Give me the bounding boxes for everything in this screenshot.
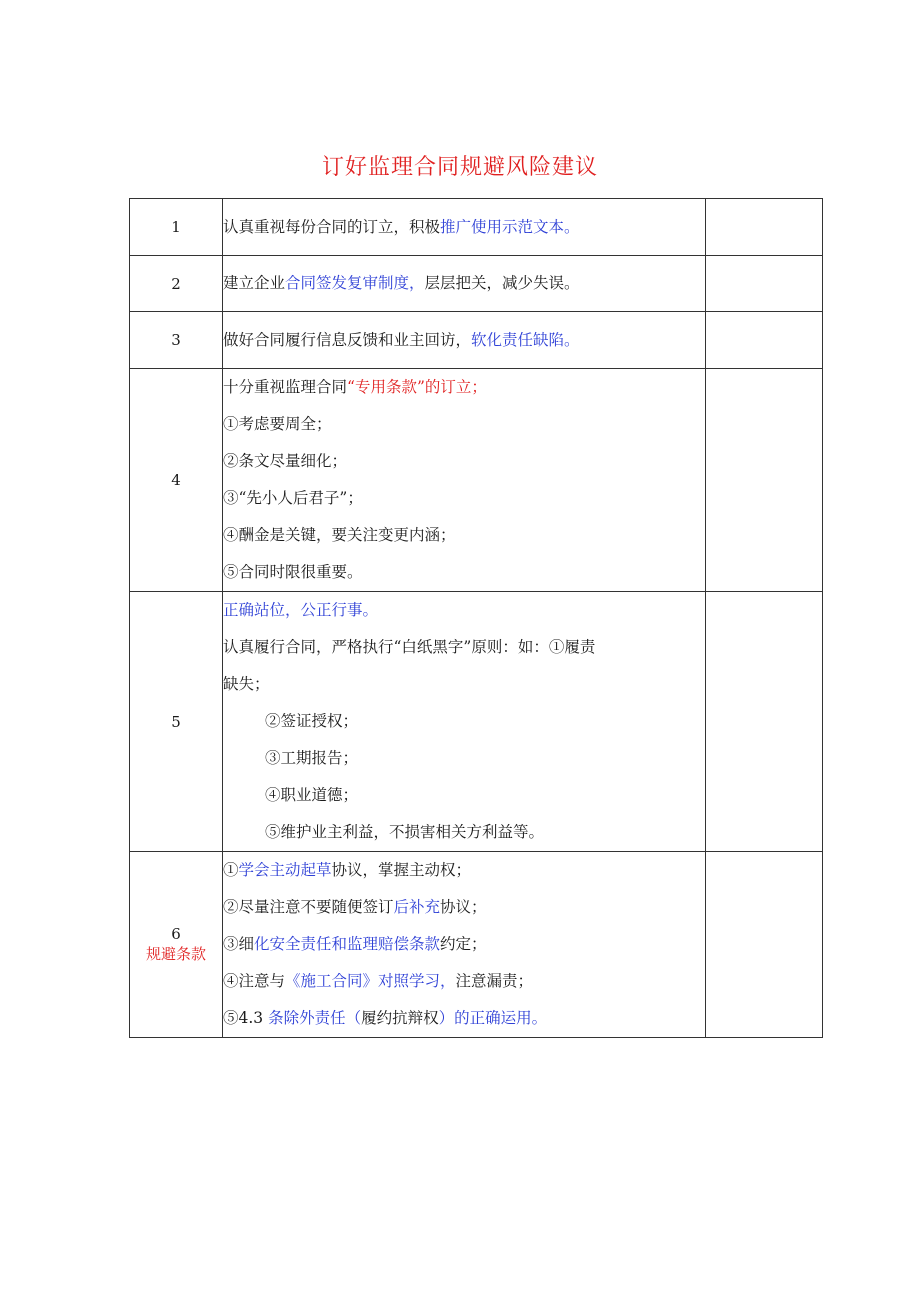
content-line [223, 480, 705, 517]
row-number-cell [130, 592, 223, 852]
content-line [223, 313, 705, 368]
content-line [223, 443, 705, 480]
content-cell [223, 199, 706, 256]
content-line [223, 814, 705, 851]
text-run: ⑤合同时限很重要。 [223, 563, 363, 581]
content-line [223, 517, 705, 554]
content-line [223, 1000, 705, 1037]
text-run: 软化责任缺陷。 [471, 330, 580, 349]
content-line [223, 369, 705, 406]
content-line [223, 963, 705, 1000]
content-line [223, 777, 705, 814]
text-run: 学会主动起草 [238, 861, 332, 879]
text-run: 履约抗辩权 [361, 1009, 439, 1027]
row-number: 4 [171, 471, 181, 489]
row-number: 2 [171, 274, 181, 293]
content-cell [223, 312, 706, 369]
content-cell [223, 369, 706, 592]
content-line [223, 406, 705, 443]
content-line [223, 889, 705, 926]
text-run: ⑤4.3 [223, 1009, 269, 1027]
text-run: 做好合同履行信息反馈和业主回访， [223, 330, 472, 349]
remarks-cell [706, 312, 823, 369]
remarks-cell [706, 256, 823, 312]
content-line [223, 592, 705, 629]
table-row [130, 312, 823, 369]
content-line [223, 200, 705, 255]
row-number-cell [130, 256, 223, 312]
content-cell [223, 592, 706, 852]
text-run: 正确站位，公正行事。 [223, 601, 379, 619]
row-number-cell [130, 369, 223, 592]
text-run: ③细 [223, 935, 255, 953]
content-line [223, 629, 705, 666]
text-run: 化安全责任和监理赔偿条款 [254, 935, 441, 953]
remarks-cell [706, 199, 823, 256]
text-run: 协议； [440, 898, 487, 916]
table-row [130, 256, 823, 312]
recommendation-table [129, 198, 823, 1038]
content-line [223, 554, 705, 591]
remarks-cell [706, 592, 823, 852]
text-run: 层层把关，减少失误。 [424, 274, 580, 292]
table-row [130, 852, 823, 1038]
text-run: ③工期报告； [265, 749, 359, 767]
remarks-cell [706, 369, 823, 592]
table-row [130, 199, 823, 256]
text-run: ④酬金是关键，要关注变更内涵； [223, 526, 456, 544]
content-line [223, 852, 705, 889]
text-run: ）的正确运用。 [438, 1009, 548, 1027]
text-run: 协议，掌握主动权； [331, 861, 472, 879]
remarks-cell [706, 852, 823, 1038]
content-line [223, 666, 705, 703]
text-run: ②尽量注意不要随便签订 [223, 898, 394, 916]
text-run: 注意漏责； [455, 972, 534, 990]
content-line [223, 256, 705, 311]
text-run: ④职业道德； [265, 786, 359, 804]
table-row [130, 369, 823, 592]
text-run: “专用条款”的订立； [347, 378, 487, 396]
text-run: 推广使用示范文本。 [440, 217, 580, 236]
text-run: 十分重视监理合同 [223, 378, 348, 396]
content-line [223, 703, 705, 740]
text-run: ②条文尽量细化； [223, 452, 348, 470]
table-row [130, 592, 823, 852]
row-number: 5 [171, 712, 181, 731]
text-run: 合同签发复审制度， [285, 274, 425, 292]
text-run: 约定； [440, 935, 487, 953]
text-run: ① [223, 861, 239, 879]
content-line [223, 740, 705, 777]
row-number-cell [130, 852, 223, 1038]
page-title: 订好监理合同规避风险建议 [321, 155, 598, 180]
text-run: 缺失； [223, 675, 270, 693]
row-number-cell [130, 312, 223, 369]
row-number-cell [130, 199, 223, 256]
text-run: ②签证授权； [265, 712, 359, 730]
content-line [223, 926, 705, 963]
row-number: 1 [171, 218, 181, 236]
text-run: ⑤维护业主利益，不损害相关方利益等。 [265, 823, 545, 841]
text-run: ①考虑要周全； [223, 415, 332, 433]
table-body [130, 199, 823, 1038]
text-run: 条除外责任（ [268, 1009, 362, 1027]
text-run: ③“先小人后君子”； [223, 489, 363, 507]
content-cell [223, 256, 706, 312]
text-run: 后补充 [393, 898, 441, 916]
content-cell [223, 852, 706, 1038]
text-run: 建立企业 [223, 274, 286, 292]
row-number: 6 [171, 925, 181, 943]
text-run: ④注意与 [223, 972, 286, 990]
text-run: 认真履行合同，严格执行“白纸黑字”原则：如：①履责 [223, 638, 596, 656]
row-tag: 规避条款 [145, 945, 206, 963]
row-number: 3 [171, 331, 181, 349]
text-run: 认真重视每份合同的订立，积极 [223, 217, 441, 236]
text-run: 《施工合同》对照学习， [285, 972, 456, 990]
